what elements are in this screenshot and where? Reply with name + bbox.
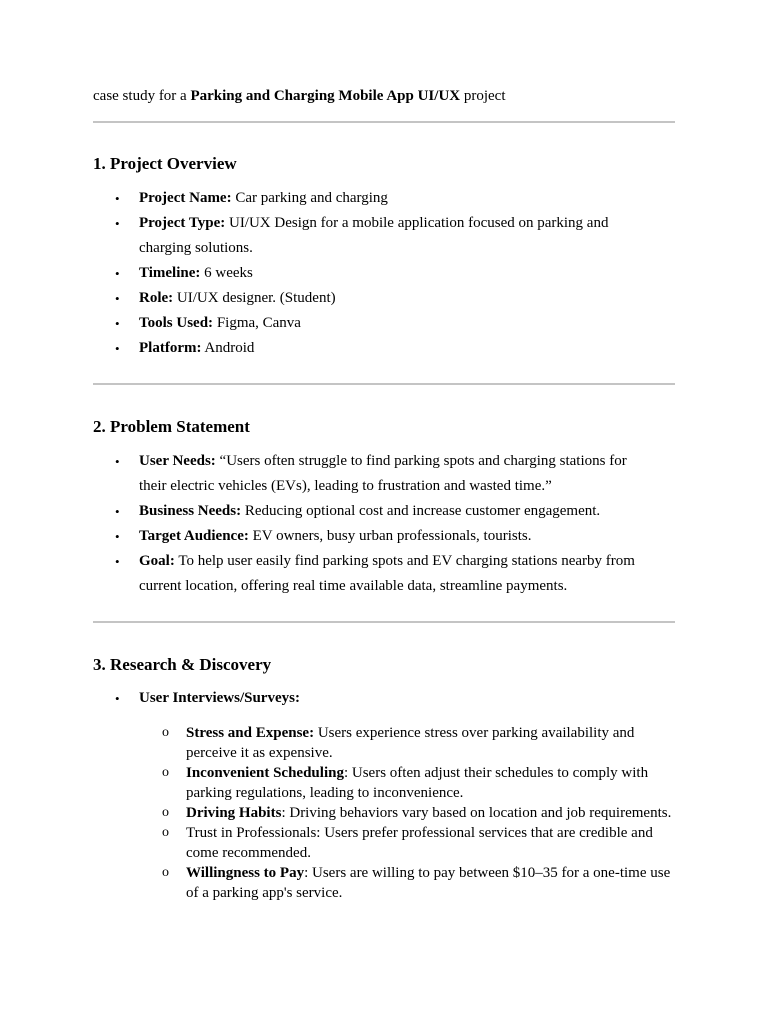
bullet-icon: • <box>115 316 120 331</box>
bullet-icon: • <box>115 341 120 356</box>
list-item: • Project Type: UI/UX Design for a mobile application focused on parking and charging solutions. <box>93 211 653 261</box>
finding-item: o Inconvenient Scheduling: Users often adjust their schedules to comply with parking regulations, leading to inconvenience. <box>162 765 649 801</box>
circle-bullet-icon: o <box>162 765 169 780</box>
list-item: • Tools Used: Figma, Canva <box>93 311 653 336</box>
intro-line <box>93 86 506 106</box>
section-divider <box>93 383 675 385</box>
list-item: • Role: UI/UX designer. (Student) <box>93 286 653 311</box>
finding-item: o Willingness to Pay: Users are willing to pay between $10–35 for a one-time use of a parking app's service. <box>162 865 671 901</box>
intro-title: Parking and Charging Mobile App UI/UX <box>190 88 461 104</box>
list-item: • User Needs: “Users often struggle to find parking spots and charging stations for their electric vehicles (EVs), leading to frustration and wasted time.” <box>93 449 653 499</box>
section-heading-overview: 1. Project Overview <box>93 154 237 173</box>
problem-list <box>93 449 653 599</box>
bullet-icon: • <box>115 529 120 544</box>
circle-bullet-icon: o <box>162 805 169 820</box>
section-divider <box>93 621 675 623</box>
bullet-icon: • <box>115 454 120 469</box>
section-divider <box>93 121 675 123</box>
finding-item: o Driving Habits: Driving behaviors vary based on location and job requirements. <box>162 805 672 821</box>
overview-list <box>93 186 653 361</box>
intro-prefix: case study for a <box>93 88 191 104</box>
circle-bullet-icon: o <box>162 825 169 840</box>
list-item: • Target Audience: EV owners, busy urban professionals, tourists. <box>93 524 653 549</box>
bullet-icon: • <box>115 266 120 281</box>
circle-bullet-icon: o <box>162 725 169 740</box>
bullet-icon: • <box>115 504 120 519</box>
bullet-icon: • <box>115 216 120 231</box>
research-list <box>93 686 653 711</box>
list-item: • User Interviews/Surveys: <box>93 686 653 711</box>
list-item: • Project Name: Car parking and charging <box>93 186 653 211</box>
section-heading-problem: 2. Problem Statement <box>93 417 250 436</box>
bullet-icon: • <box>115 191 120 206</box>
finding-item: o Stress and Expense: Users experience stress over parking availability and perceive it as expensive. <box>162 725 635 761</box>
list-item: • Goal: To help user easily find parking spots and EV charging stations nearby from current location, offering real time available data, streamline payments. <box>93 549 653 599</box>
intro-suffix: project <box>460 88 506 104</box>
list-item: • Platform: Android <box>93 336 653 361</box>
bullet-icon: • <box>115 291 120 306</box>
circle-bullet-icon: o <box>162 865 169 880</box>
section-heading-research: 3. Research & Discovery <box>93 655 272 674</box>
bullet-icon: • <box>115 554 120 569</box>
list-item: • Timeline: 6 weeks <box>93 261 653 286</box>
research-findings-list <box>162 723 674 903</box>
finding-item: o Trust in Professionals: Users prefer professional services that are credible and come recommended. <box>162 825 653 861</box>
list-item: • Business Needs: Reducing optional cost and increase customer engagement. <box>93 499 653 524</box>
bullet-icon: • <box>115 691 120 706</box>
